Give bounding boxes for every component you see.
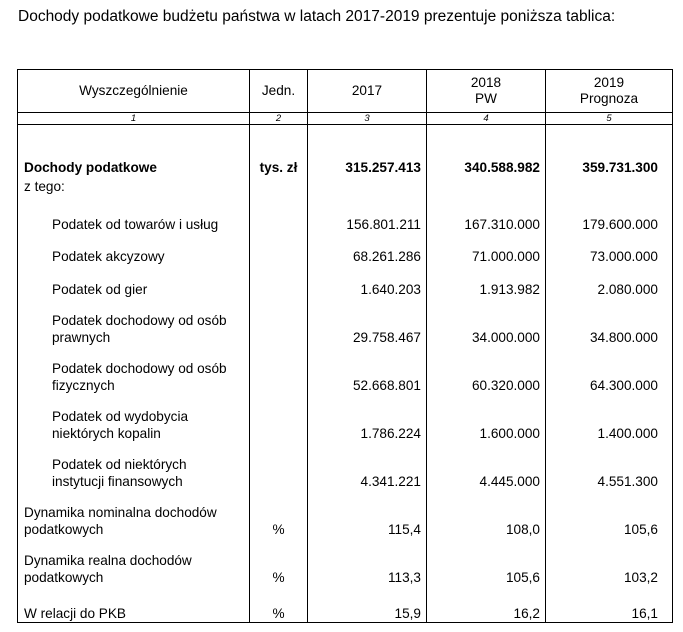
table-row xyxy=(18,298,673,346)
value-2017: 115,4 xyxy=(308,490,427,538)
column-number: 3 xyxy=(308,113,427,125)
row-unit: tys. zł xyxy=(250,125,308,178)
value-2018: 1.913.982 xyxy=(427,265,546,298)
value-2017: 156.801.211 xyxy=(308,195,427,233)
value-2018 xyxy=(427,178,546,195)
table-row xyxy=(18,538,673,586)
row-label: Dynamika nominalna dochodów podatkowych xyxy=(18,490,250,538)
row-label: Dochody podatkowe xyxy=(18,125,250,178)
value-2017: 113,3 xyxy=(308,538,427,586)
value-2017: 68.261.286 xyxy=(308,233,427,265)
table-row xyxy=(18,394,673,442)
row-unit: % xyxy=(250,538,308,586)
row-unit xyxy=(250,442,308,490)
value-2019: 179.600.000 xyxy=(546,195,673,233)
row-unit: % xyxy=(250,586,308,623)
table-row xyxy=(18,490,673,538)
value-2019 xyxy=(546,178,673,195)
row-unit xyxy=(250,178,308,195)
value-2018: 167.310.000 xyxy=(427,195,546,233)
value-2017: 315.257.413 xyxy=(308,125,427,178)
table-row xyxy=(18,442,673,490)
header-2017: 2017 xyxy=(308,70,427,113)
row-unit xyxy=(250,265,308,298)
row-label: Podatek dochodowy od osób prawnych xyxy=(18,298,250,346)
value-2018: 340.588.982 xyxy=(427,125,546,178)
value-2017: 29.758.467 xyxy=(308,298,427,346)
value-2018: 71.000.000 xyxy=(427,233,546,265)
row-unit xyxy=(250,195,308,233)
row-label: Podatek dochodowy od osób fizycznych xyxy=(18,346,250,394)
column-number-row xyxy=(18,113,673,125)
row-label: Podatek od wydobycia niektórych kopalin xyxy=(18,394,250,442)
column-number: 2 xyxy=(250,113,308,125)
row-unit xyxy=(250,298,308,346)
row-unit xyxy=(250,346,308,394)
value-2019: 64.300.000 xyxy=(546,346,673,394)
table-row xyxy=(18,265,673,298)
value-2017: 52.668.801 xyxy=(308,346,427,394)
value-2018: 1.600.000 xyxy=(427,394,546,442)
row-unit xyxy=(250,394,308,442)
row-label: Podatek od towarów i usług xyxy=(18,195,250,233)
value-2018: 108,0 xyxy=(427,490,546,538)
column-number: 1 xyxy=(18,113,250,125)
table-row xyxy=(18,346,673,394)
value-2017: 1.786.224 xyxy=(308,394,427,442)
header-description: Wyszczególnienie xyxy=(18,70,250,113)
intro-text: Dochody podatkowe budżetu państwa w latach 2017-2019 prezentuje poniższa tablica: xyxy=(18,8,616,25)
row-unit xyxy=(250,233,308,265)
row-label: Podatek akcyzowy xyxy=(18,233,250,265)
row-label: Podatek od gier xyxy=(18,265,250,298)
column-number: 5 xyxy=(546,113,673,125)
header-2019: 2019 Prognoza xyxy=(546,70,673,113)
value-2017: 1.640.203 xyxy=(308,265,427,298)
column-number: 4 xyxy=(427,113,546,125)
value-2019: 4.551.300 xyxy=(546,442,673,490)
header-2018: 2018 PW xyxy=(427,70,546,113)
value-2019: 73.000.000 xyxy=(546,233,673,265)
value-2018: 60.320.000 xyxy=(427,346,546,394)
value-2017 xyxy=(308,178,427,195)
table-row xyxy=(18,178,673,195)
row-label: z tego: xyxy=(18,178,250,195)
table-row xyxy=(18,586,673,623)
value-2019: 16,1 xyxy=(546,586,673,623)
value-2017: 15,9 xyxy=(308,586,427,623)
row-unit: % xyxy=(250,490,308,538)
table-row xyxy=(18,233,673,265)
value-2018: 105,6 xyxy=(427,538,546,586)
value-2018: 34.000.000 xyxy=(427,298,546,346)
value-2019: 103,2 xyxy=(546,538,673,586)
value-2018: 4.445.000 xyxy=(427,442,546,490)
revenue-table xyxy=(17,69,673,623)
header-row xyxy=(18,70,673,113)
header-unit: Jedn. xyxy=(250,70,308,113)
table-body xyxy=(18,125,673,623)
value-2019: 1.400.000 xyxy=(546,394,673,442)
value-2019: 2.080.000 xyxy=(546,265,673,298)
value-2018: 16,2 xyxy=(427,586,546,623)
row-label: W relacji do PKB xyxy=(18,586,250,623)
row-label: Podatek od niektórych instytucji finansowych xyxy=(18,442,250,490)
table-row xyxy=(18,195,673,233)
table-row xyxy=(18,125,673,178)
value-2019: 359.731.300 xyxy=(546,125,673,178)
value-2019: 34.800.000 xyxy=(546,298,673,346)
value-2017: 4.341.221 xyxy=(308,442,427,490)
row-label: Dynamika realna dochodów podatkowych xyxy=(18,538,250,586)
value-2019: 105,6 xyxy=(546,490,673,538)
